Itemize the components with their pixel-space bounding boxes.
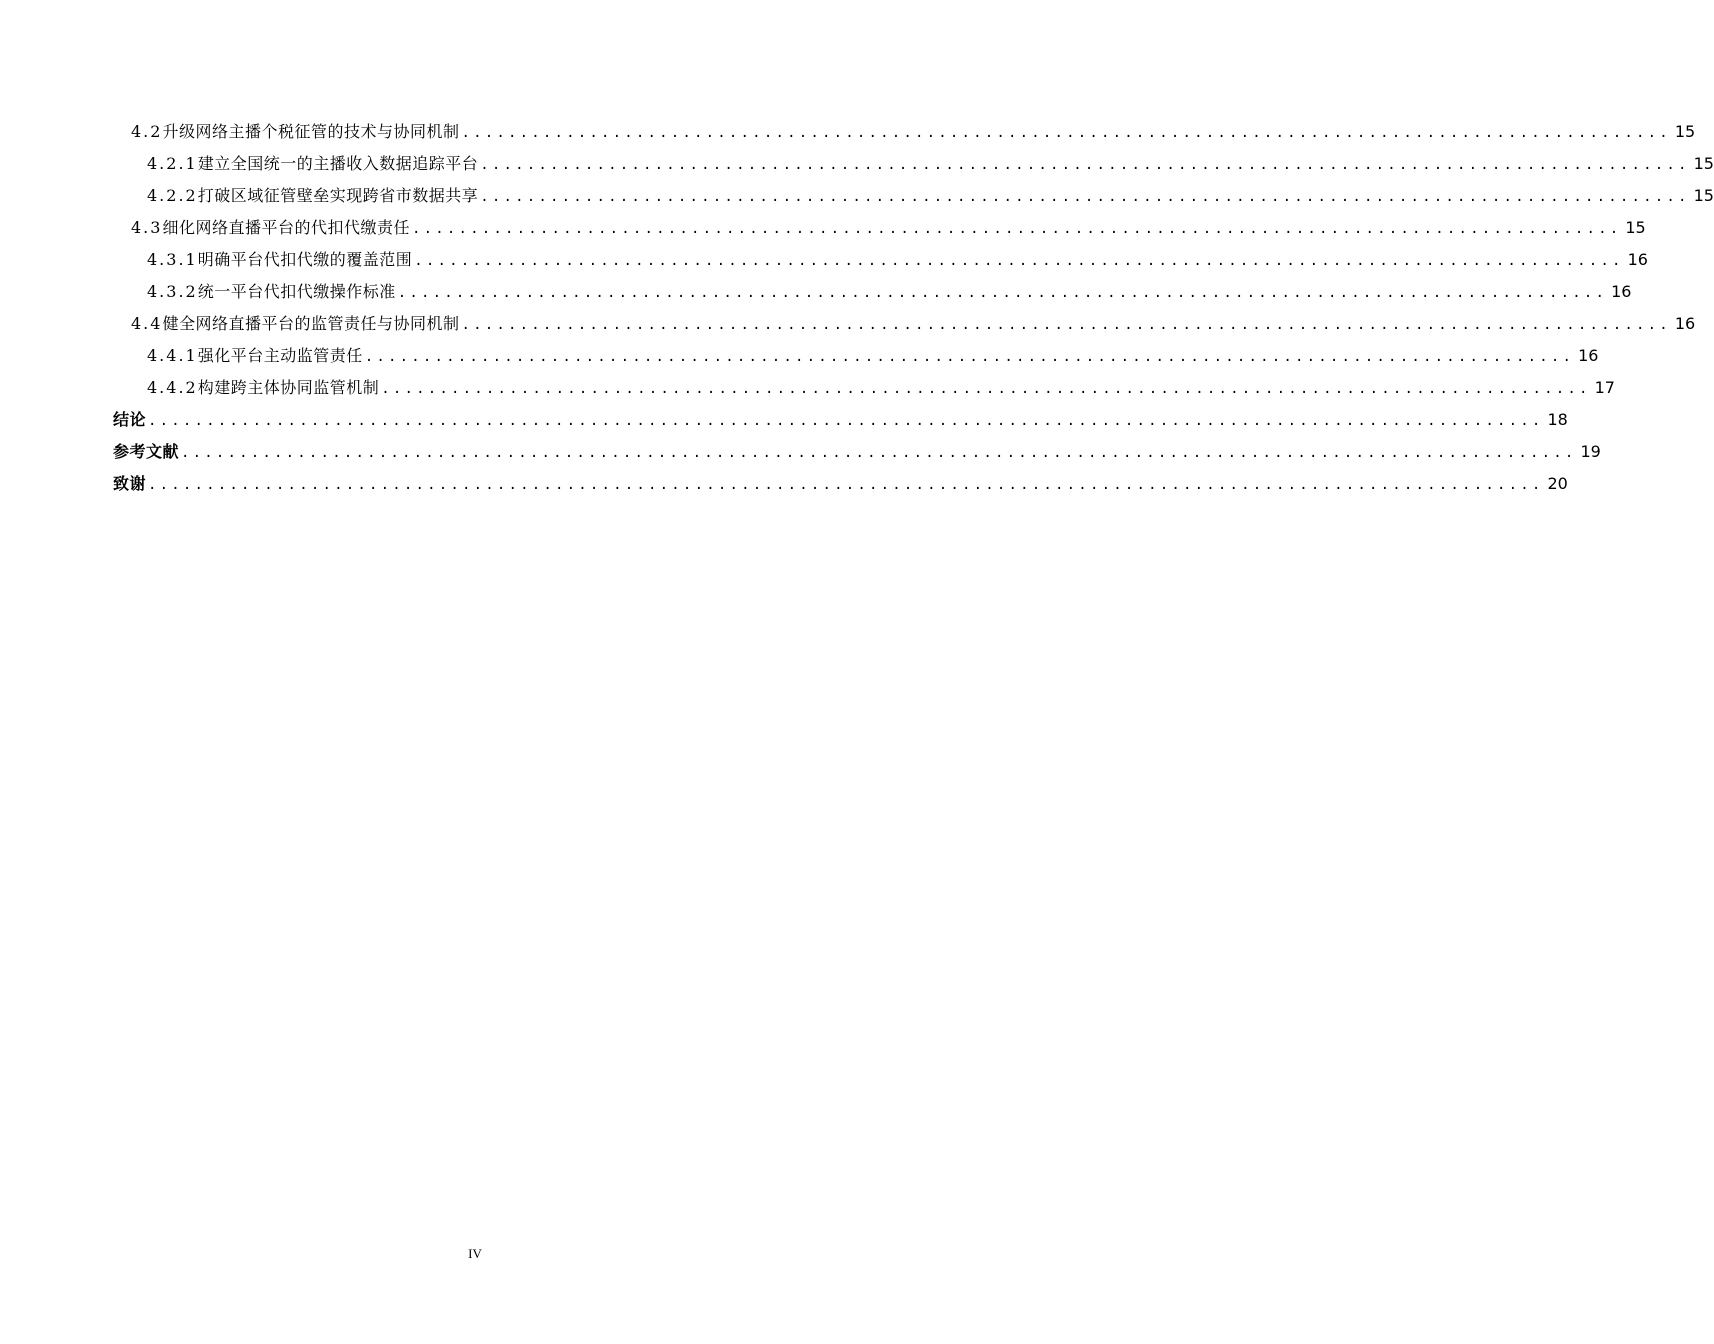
toc-entry-title: 强化平台主动监管责任 — [197, 346, 363, 365]
toc-entry-title: 明确平台代扣代缴的覆盖范围 — [197, 250, 413, 269]
toc-entry-number: 4.4.1 — [147, 346, 198, 365]
toc-entry-page: 17 — [1594, 378, 1615, 397]
toc-entry-title: 统一平台代扣代缴操作标准 — [197, 282, 396, 301]
toc-entry[interactable] — [0, 342, 1599, 370]
toc-entry-number: 4.2 — [131, 122, 163, 141]
toc-entry-page: 16 — [1627, 250, 1648, 269]
toc-entry-page: 19 — [1580, 442, 1601, 461]
toc-dot-leader: ........................................................................................................ — [461, 125, 1671, 141]
toc-entry-page: 15 — [1693, 186, 1714, 205]
toc-entry-title: 结论 — [113, 410, 147, 429]
toc-entry[interactable] — [0, 406, 1568, 434]
toc-entry[interactable] — [0, 470, 1568, 498]
toc-entry[interactable] — [0, 214, 1646, 242]
toc-entry-page: 16 — [1611, 282, 1632, 301]
toc-entry-page: 20 — [1547, 474, 1568, 493]
toc-dot-leader: ........................................................................................................ — [364, 349, 1575, 365]
toc-entry-number: 4.3.2 — [147, 282, 198, 301]
toc-entry[interactable] — [0, 150, 1714, 178]
table-of-contents — [0, 0, 1714, 600]
toc-entry-number: 4.3 — [131, 218, 163, 237]
toc-entry-title: 打破区域征管壁垒实现跨省市数据共享 — [197, 186, 479, 205]
toc-entry-page: 18 — [1547, 410, 1568, 429]
toc-entry-title: 建立全国统一的主播收入数据追踪平台 — [197, 154, 479, 173]
toc-entry-title: 健全网络直播平台的监管责任与协同机制 — [162, 314, 460, 333]
toc-dot-leader: ........................................................................................................ — [414, 253, 1624, 269]
toc-entry[interactable] — [0, 374, 1615, 402]
toc-entry[interactable] — [0, 310, 1696, 338]
toc-entry[interactable] — [0, 246, 1648, 274]
toc-entry-title: 细化网络直播平台的代扣代缴责任 — [162, 218, 410, 237]
toc-dot-leader: ........................................................................................................................ — [181, 445, 1577, 461]
toc-dot-leader: ........................................................................................................................ — [148, 413, 1544, 429]
page-number: IV — [468, 1246, 482, 1261]
toc-entry-number: 4.2.1 — [147, 154, 198, 173]
toc-entry-page: 16 — [1674, 314, 1696, 333]
toc-entry-page: 15 — [1674, 122, 1696, 141]
toc-dot-leader: ........................................................................................................ — [381, 381, 1591, 397]
toc-dot-leader: ........................................................................................................................ — [148, 477, 1544, 493]
toc-entry-title: 参考文献 — [113, 442, 180, 461]
toc-entry-title: 升级网络主播个税征管的技术与协同机制 — [162, 122, 460, 141]
toc-dot-leader: ........................................................................................................ — [480, 157, 1690, 173]
toc-dot-leader: ........................................................................................................ — [461, 317, 1671, 333]
toc-entry-number: 4.4 — [131, 314, 163, 333]
toc-entry-page: 15 — [1693, 154, 1714, 173]
toc-entry-number: 4.4.2 — [147, 378, 198, 397]
toc-entry-title: 致谢 — [113, 474, 147, 493]
toc-entry-number: 4.2.2 — [147, 186, 198, 205]
toc-entry[interactable] — [0, 438, 1601, 466]
toc-entry[interactable] — [0, 182, 1714, 210]
toc-dot-leader: ........................................................................................................ — [397, 285, 1608, 301]
toc-entry[interactable] — [0, 118, 1696, 146]
toc-dot-leader: ........................................................................................................ — [480, 189, 1690, 205]
toc-entry-title: 构建跨主体协同监管机制 — [197, 378, 380, 397]
toc-entry-page: 16 — [1578, 346, 1599, 365]
toc-entry-page: 15 — [1625, 218, 1646, 237]
toc-entry-number: 4.3.1 — [147, 250, 198, 269]
toc-dot-leader: ........................................................................................................ — [411, 221, 1622, 237]
toc-entry[interactable] — [0, 278, 1632, 306]
